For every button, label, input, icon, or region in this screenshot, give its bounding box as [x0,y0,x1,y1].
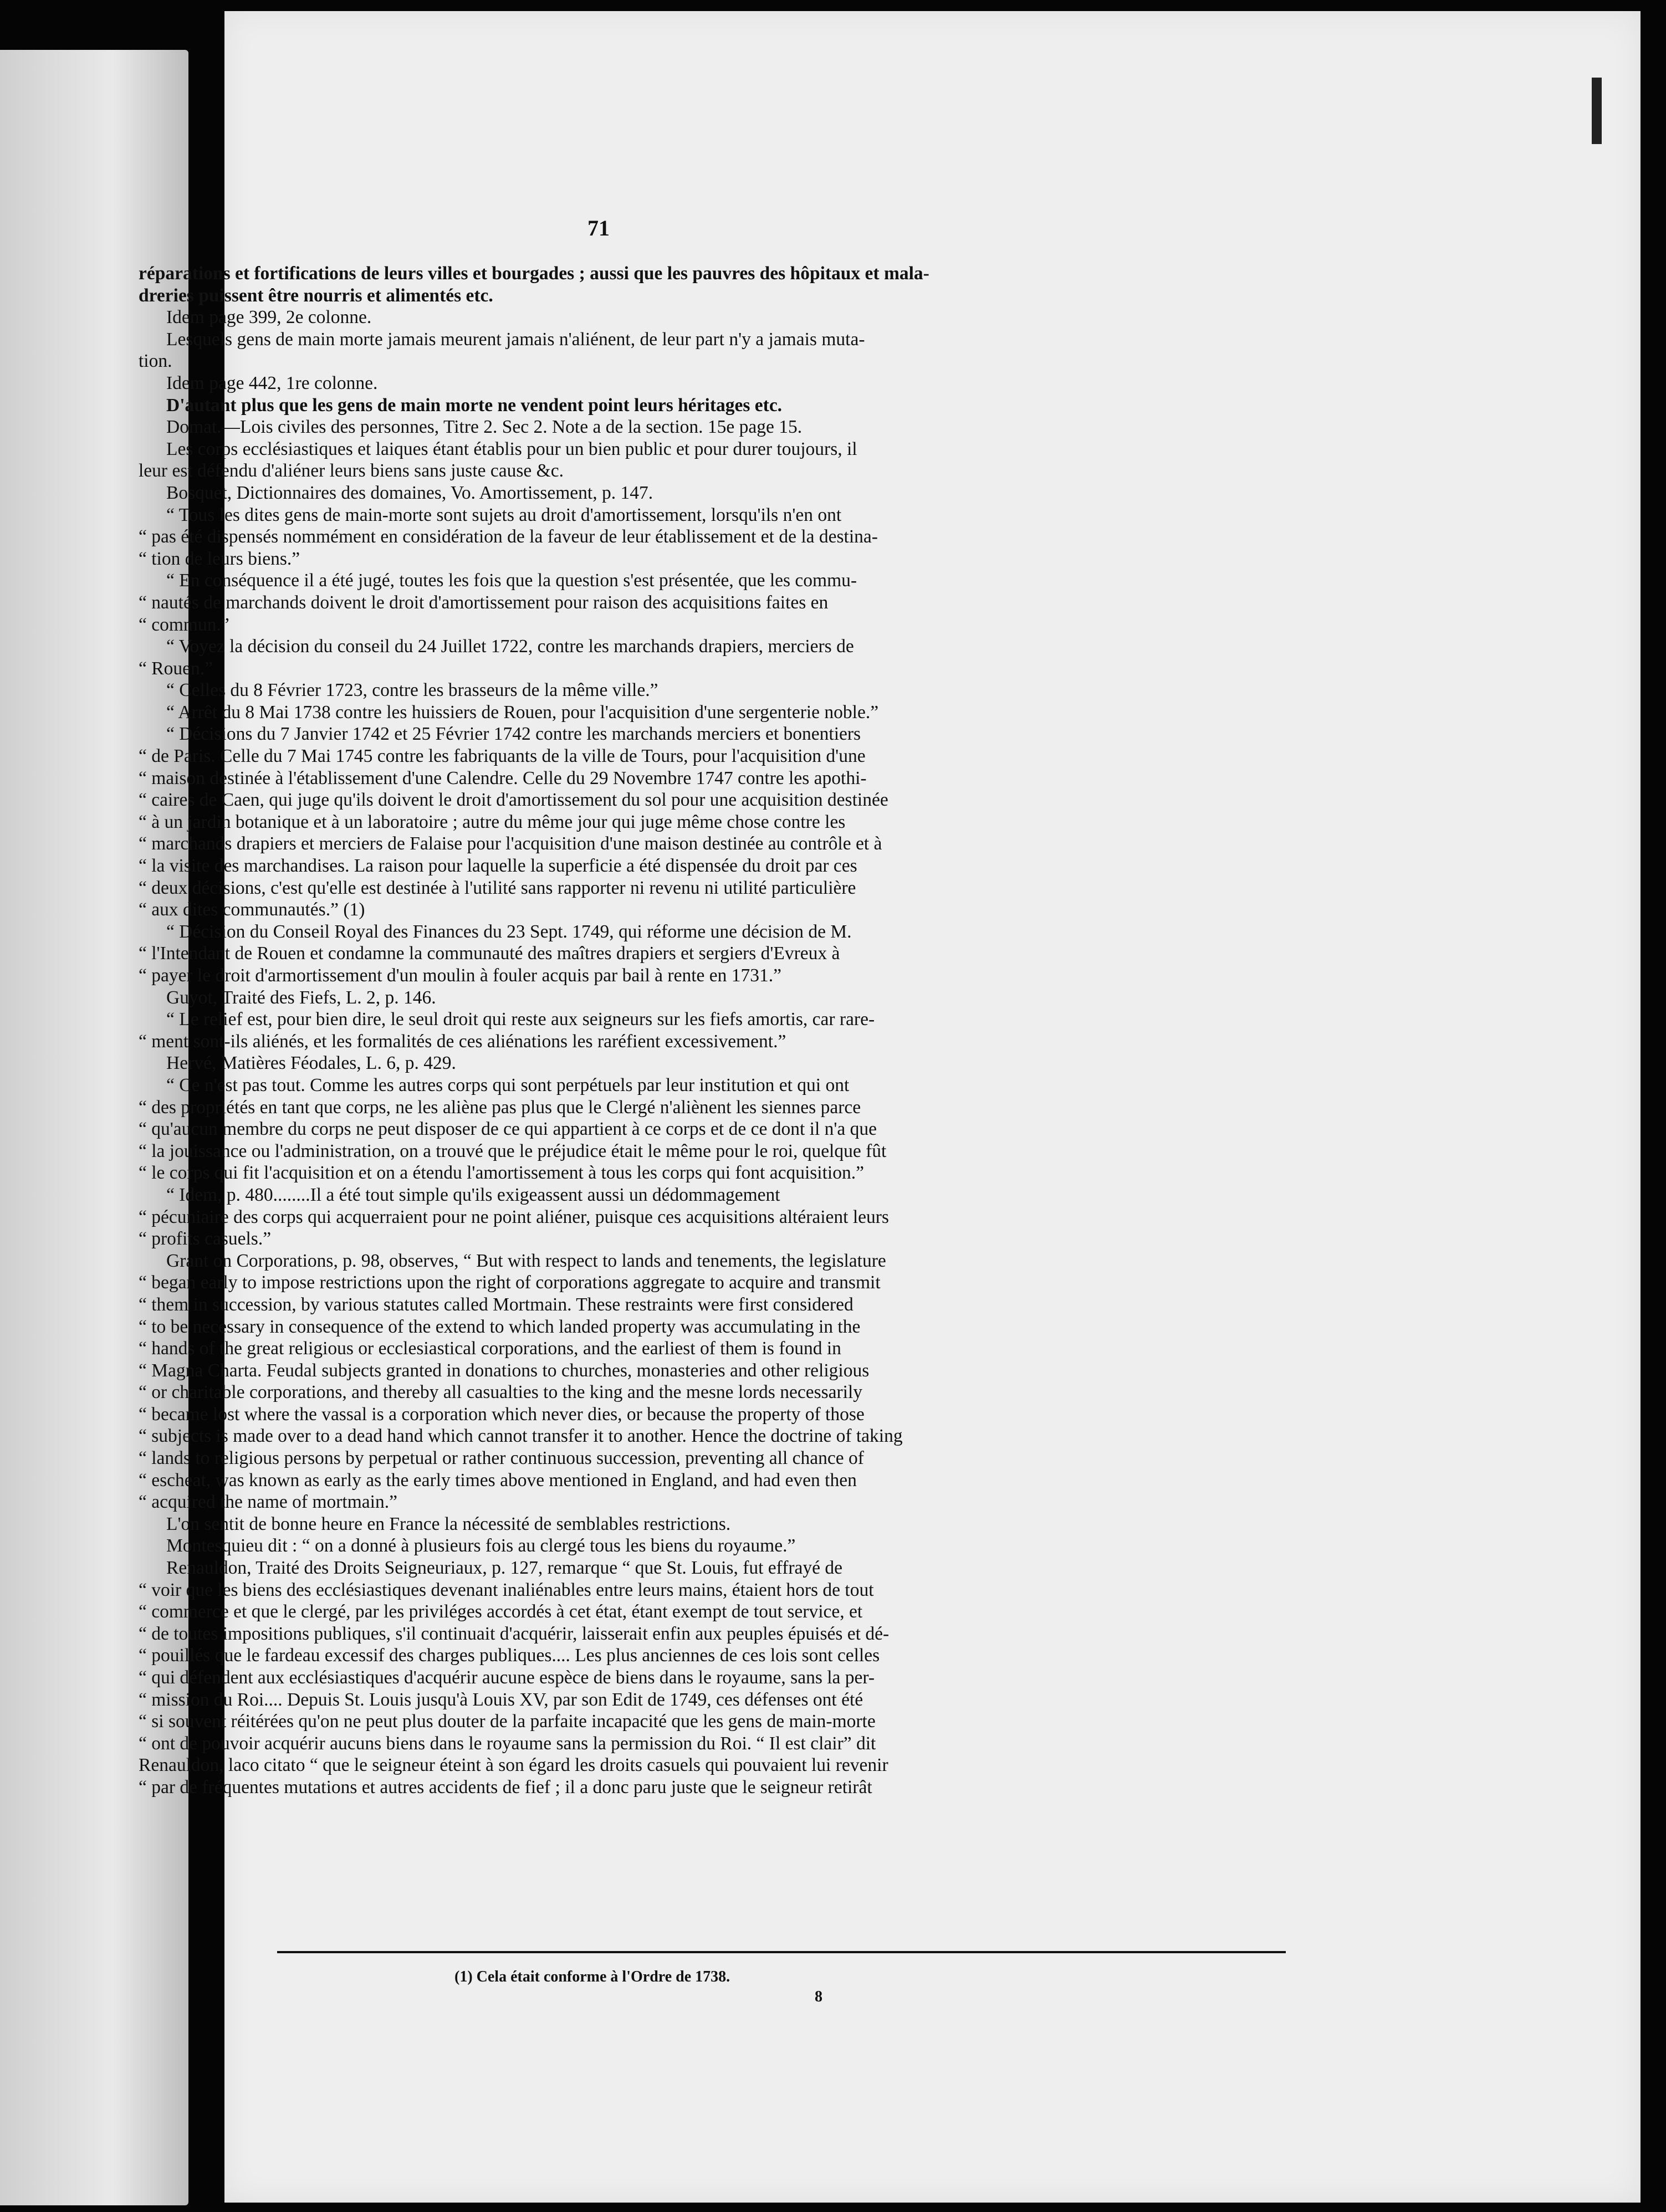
text-line: “ marchands drapiers et merciers de Falaise pour l'acquisition d'une maison destinée au contrôle et à [139,833,882,854]
text-line: “ caires de Caen, qui juge qu'ils doivent le droit d'amortissement du sol pour une acquisition destinée [139,790,888,811]
text-line: “ commun.” [139,614,229,635]
text-line: Bosquet, Dictionnaires des domaines, Vo. Amortissement, p. 147. [166,482,653,503]
text-line: “ to be necessary in consequence of the extend to which landed property was accumulating in the [139,1316,861,1337]
text-line: “ deux décisions, c'est qu'elle est destinée à l'utilité sans rapporter ni revenu ni utilité particulière [139,877,856,898]
text-line: “ qu'aucun membre du corps ne peut disposer de ce qui appartient à ce corps et de ce dont il n'a que [139,1119,877,1140]
text-line: D'autant plus que les gens de main morte ne vendent point leurs héritages etc. [166,395,783,416]
text-line: “ par de fréquentes mutations et autres accidents de fief ; il a donc paru juste que le seigneur retirât [139,1776,872,1798]
text-line: “ acquired the name of mortmain.” [139,1492,397,1513]
text-line: “ de toutes impositions publiques, s'il continuait d'acquérir, laisserait enfin aux peuples épuisés et dé- [139,1623,890,1644]
footnote-rule [277,1951,1286,1953]
text-line: “ tion de leurs biens.” [139,548,300,569]
signature-mark: 8 [815,1988,822,2005]
text-line: “ le corps qui fit l'acquisition et on a étendu l'amortissement à tous les corps qui font acquisition.” [139,1163,864,1184]
text-line: leur est défendu d'aliéner leurs biens sans juste cause &c. [139,460,564,482]
text-line: “ ment sont-ils aliénés, et les formalités de ces aliénations les raréfient excessivement.” [139,1031,786,1052]
text-line: Lesquels gens de main morte jamais meurent jamais n'aliénent, de leur part n'y a jamais muta- [166,329,865,350]
text-line: tion. [139,351,172,372]
text-line: “ de Paris. Celle du 7 Mai 1745 contre les fabriquants de la ville de Tours, pour l'acquisition d'une [139,746,866,767]
text-line: “ ont de pouvoir acquérir aucuns biens dans le royaume sans la permission du Roi. “ Il est clair” dit [139,1733,876,1754]
text-line: “ Rouen.” [139,658,213,679]
text-line: “ Voyez la décision du conseil du 24 Juillet 1722, contre les marchands drapiers, merciers de [166,636,854,657]
text-line: “ Idem, p. 480........Il a été tout simple qu'ils exigeassent aussi un dédommagement [166,1184,780,1205]
text-line: “ Tous les dites gens de main-morte sont sujets au droit d'amortissement, lorsqu'ils n'en ont [166,504,842,525]
text-line: “ began early to impose restrictions upon the right of corporations aggregate to acquire and transmit [139,1272,881,1293]
text-line: “ profits casuels.” [139,1228,272,1250]
text-line: Idem page 442, 1re colonne. [166,372,378,393]
text-line: “ à un jardin botanique et à un laboratoire ; autre du même jour qui juge même chose contre les [139,811,846,832]
text-line: “ si souvent réitérées qu'on ne peut plus douter de la parfaite incapacité que les gens de main-morte [139,1711,876,1732]
text-line: “ nautés de marchands doivent le droit d'amortissement pour raison des acquisitions faites en [139,592,829,613]
text-line: “ Magna Charta. Feudal subjects granted in donations to churches, monasteries and other religious [139,1360,870,1381]
text-line: “ Arrêt du 8 Mai 1738 contre les huissiers de Rouen, pour l'acquisition d'une sergenterie noble.” [166,702,879,723]
text-line: “ lands to religious persons by perpetual or rather continuous succession, preventing all chance of [139,1448,864,1469]
text-line: “ mission du Roi.... Depuis St. Louis jusqu'à Louis XV, par son Edit de 1749, ces défenses ont été [139,1689,863,1710]
text-line: “ subjects is made over to a dead hand which cannot transfer it to another. Hence the doctrine of taking [139,1426,903,1447]
footnote: (1) Cela était conforme à l'Ordre de 1738. [454,1968,730,1985]
text-line: “ voir que les biens des ecclésiastiques devenant inaliénables entre leurs mains, étaient hors de tout [139,1579,874,1600]
text-line: “ pas été dispensés nommément en considération de la faveur de leur établissement et de la destina- [139,526,878,547]
text-line: réparations et fortifications de leurs villes et bourgades ; aussi que les pauvres des hôpitaux et mala- [139,263,929,284]
text-line: Montesquieu dit : “ on a donné à plusieurs fois au clergé tous les biens du royaume.” [166,1535,796,1556]
text-line: “ Le relief est, pour bien dire, le seul droit qui reste aux seigneurs sur les fiefs amortis, car rare- [166,1009,875,1030]
scan-edge-mark [1592,78,1602,144]
text-lines [139,263,1059,1799]
text-line: “ commerce et que le clergé, par les priviléges accordés à cet état, étant exempt de tout service, et [139,1601,863,1622]
text-line: “ l'Intendant de Rouen et condamne la communauté des maîtres drapiers et sergiers d'Evreux à [139,943,840,964]
text-line: “ aux dites communautés.” (1) [139,899,365,920]
text-line: Guyot, Traité des Fiefs, L. 2, p. 146. [166,987,436,1008]
text-line: Renauldon, Traité des Droits Seigneuriaux, p. 127, remarque “ que St. Louis, fut effrayé de [166,1558,843,1579]
text-line: “ Ce n'est pas tout. Comme les autres corps qui sont perpétuels par leur institution et qui ont [166,1074,850,1095]
text-line: “ pouillés que le fardeau excessif des charges publiques.... Les plus anciennes de ces lois sont celles [139,1645,880,1666]
text-line: “ pécuniaire des corps qui acquerraient pour ne point aliéner, puisque ces acquisitions altéraient leurs [139,1206,889,1227]
text-line: “ des propriétés en tant que corps, ne les aliène pas plus que le Clergé n'aliènent les siennes parce [139,1097,861,1118]
text-line: “ became lost where the vassal is a corporation which never dies, or because the property of those [139,1404,865,1425]
text-line: “ them in succession, by various statutes called Mortmain. These restraints were first considered [139,1294,854,1315]
text-line: “ Décisions du 7 Janvier 1742 et 25 Février 1742 contre les marchands merciers et bonentiers [166,724,861,745]
page-number: 71 [587,216,610,240]
text-line: “ Décision du Conseil Royal des Finances du 23 Sept. 1749, qui réforme une décision de M. [166,921,852,942]
text-line: dreries puissent être nourris et alimentés etc. [139,285,493,306]
text-line: Idem page 399, 2e colonne. [166,307,372,328]
text-line: “ la visite des marchandises. La raison pour laquelle la superficie a été dispensée du droit par ces [139,856,857,877]
text-line: Domat.—Lois civiles des personnes, Titre 2. Sec 2. Note a de la section. 15e page 15. [166,417,803,438]
text-line: “ qui défendent aux ecclésiastiques d'acquérir aucune espèce de biens dans le royaume, sans la per- [139,1667,875,1688]
text-line: “ la jouissance ou l'administration, on a trouvé que le préjudice était le même pour le roi, quelque fût [139,1140,887,1161]
text-line: L'on sentit de bonne heure en France la nécessité de semblables restrictions. [166,1513,731,1534]
page-body [139,216,1059,1799]
text-line: “ maison destinée à l'établissement d'une Calendre. Celle du 29 Novembre 1747 contre les apothi- [139,767,867,788]
text-line: “ or charitable corporations, and thereby all casualties to the king and the mesne lords necessarily [139,1382,863,1403]
text-line: “ payer le droit d'armortissement d'un moulin à fouler acquis par bail à rente en 1731.” [139,965,781,986]
text-line: “ Celles du 8 Février 1723, contre les brasseurs de la même ville.” [166,680,658,701]
text-line: “ escheat, was known as early as the early times above mentioned in England, and had even then [139,1469,857,1491]
text-line: Grant on Corporations, p. 98, observes, “ But with respect to lands and tenements, the legislature [166,1250,886,1271]
text-line: Renauldon, laco citato “ que le seigneur éteint à son égard les droits casuels qui pouvaient lui revenir [139,1755,888,1776]
text-line: Hervé, Matières Féodales, L. 6, p. 429. [166,1053,456,1074]
text-line: Les corps ecclésiastiques et laiques étant établis pour un bien public et pour durer toujours, il [166,438,857,459]
text-line: “ En conséquence il a été jugé, toutes les fois que la question s'est présentée, que les commu- [166,570,857,591]
text-line: “ hands of the great religious or ecclesiastical corporations, and the earliest of them is found in [139,1338,841,1359]
